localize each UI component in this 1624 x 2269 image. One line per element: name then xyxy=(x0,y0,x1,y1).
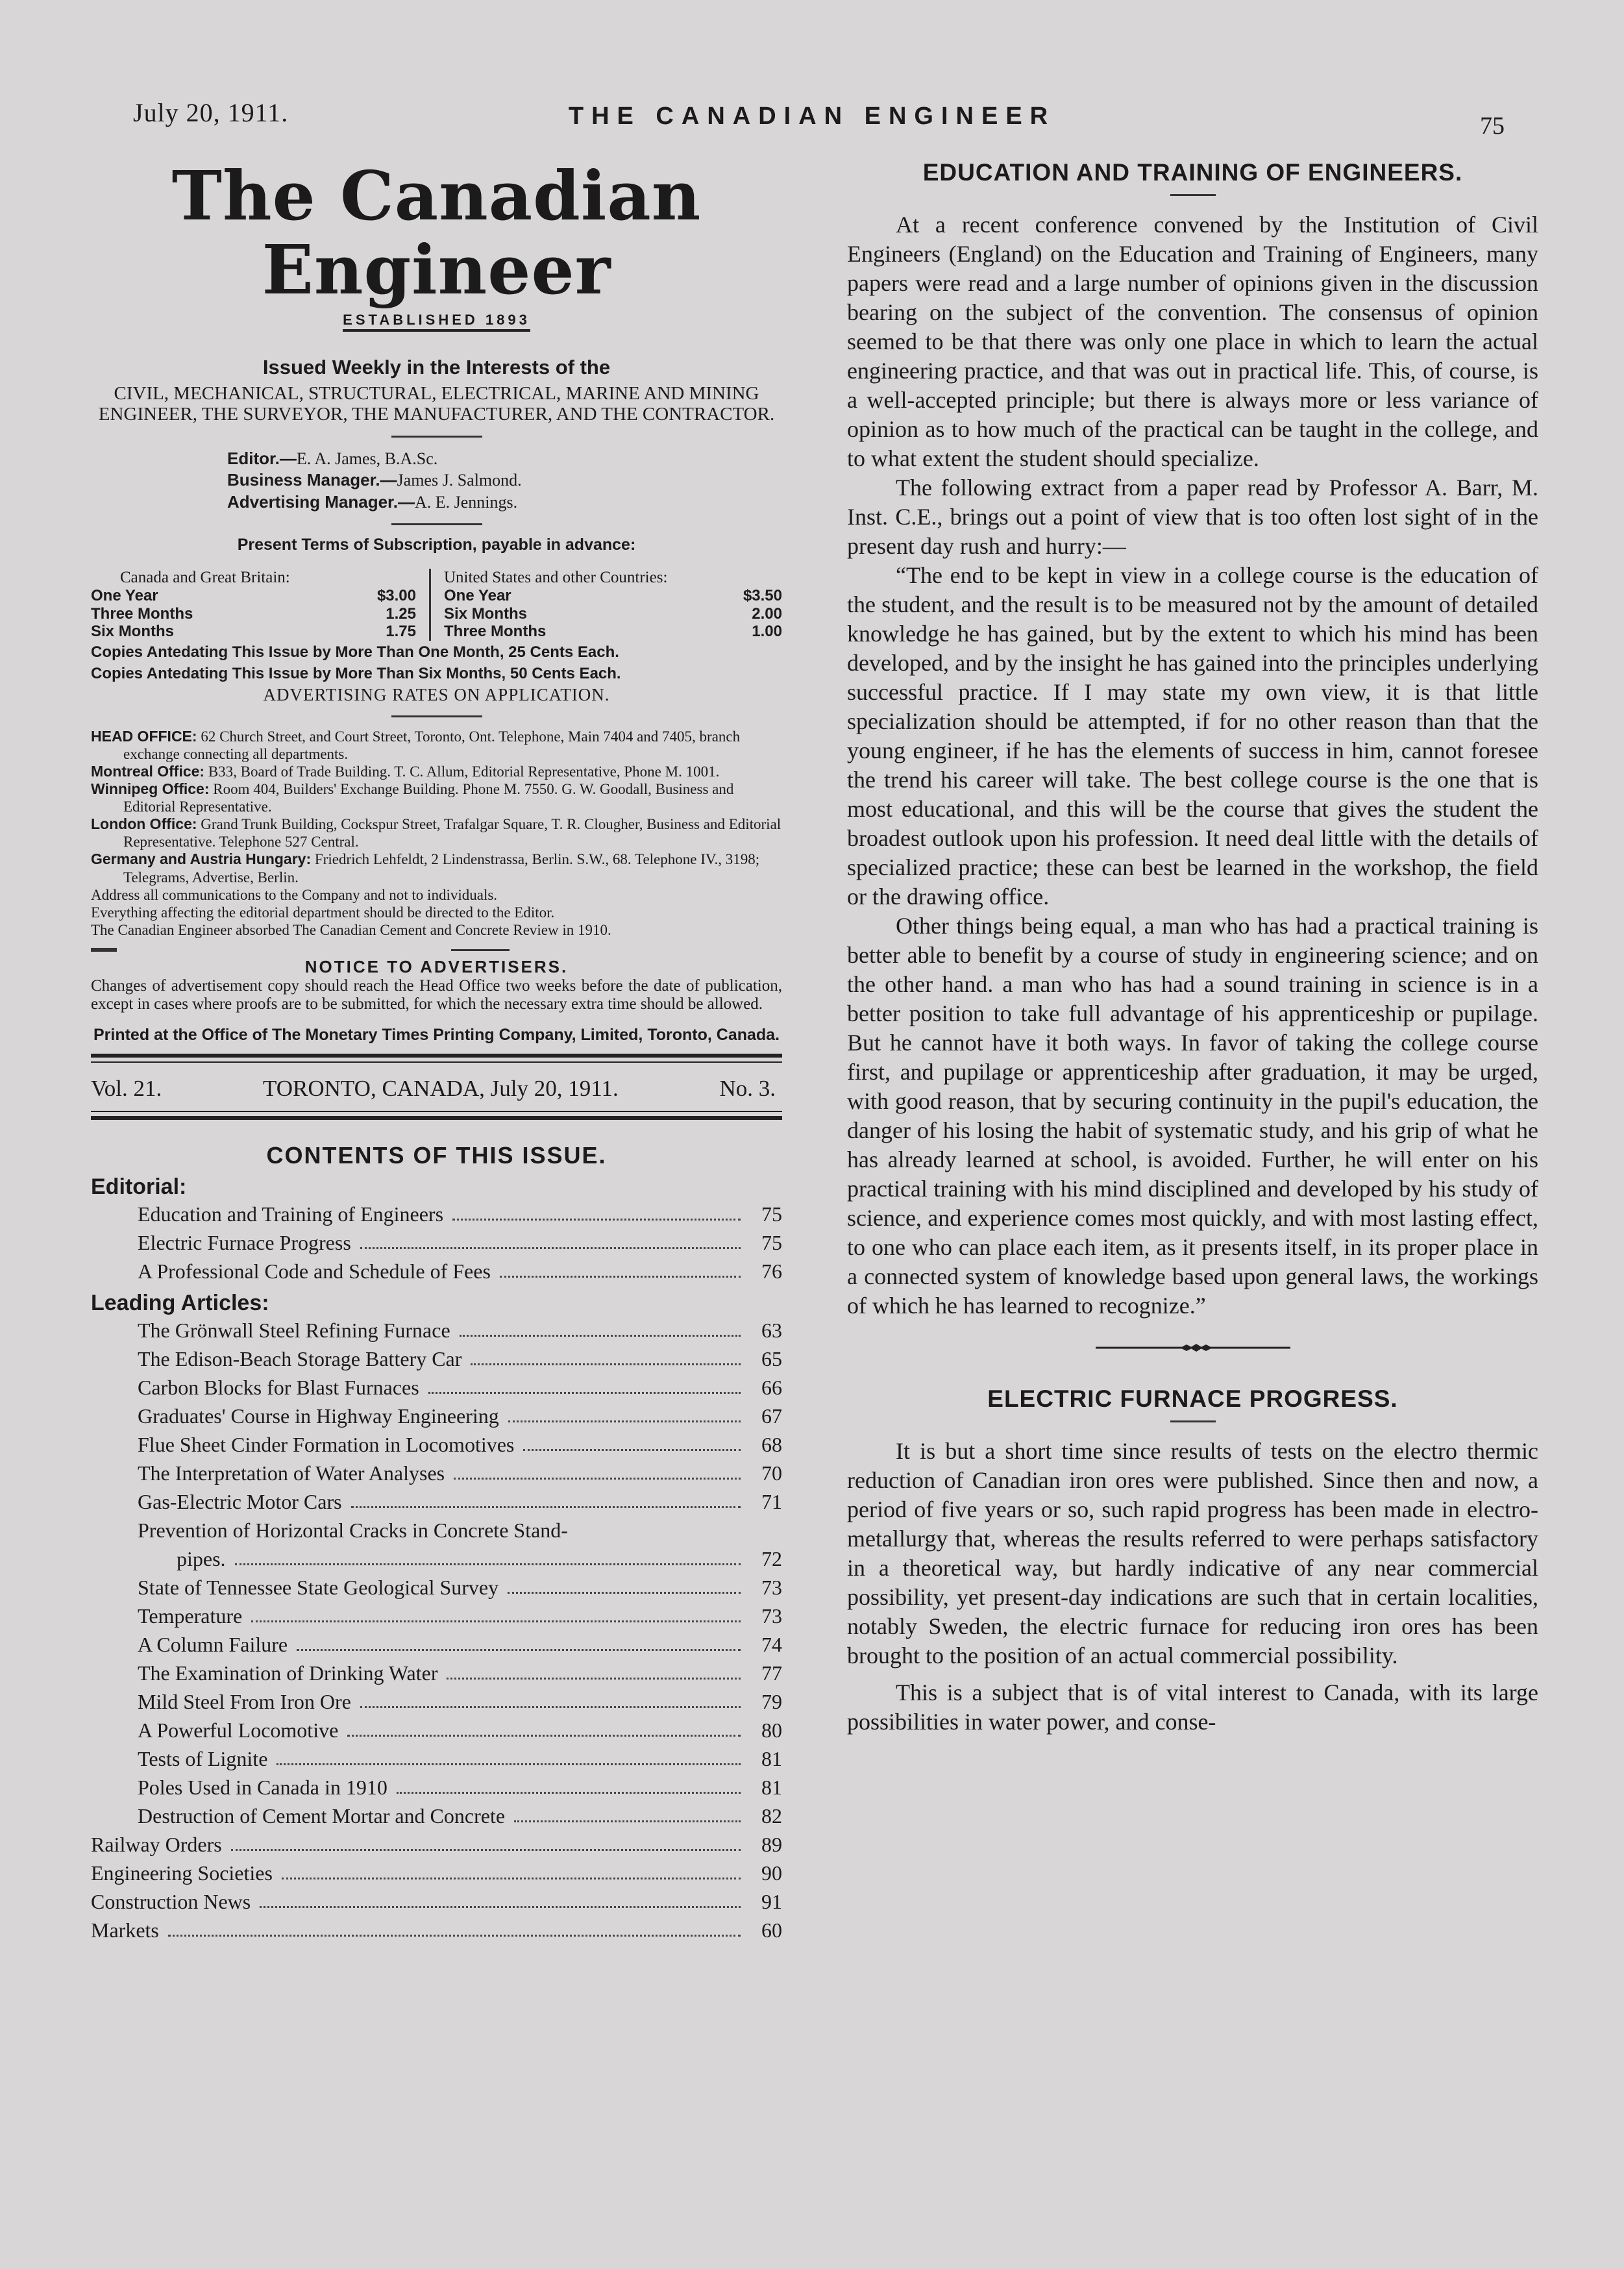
toc-entry-page: 72 xyxy=(761,1547,782,1571)
office-entry: London Office: Grand Trunk Building, Cockspur Street, Trafalgar Square, T. R. Clougher, Business and Editorial Representative. Telephone 527 Central. xyxy=(91,815,781,850)
place-date: TORONTO, CANADA, July 20, 1911. xyxy=(263,1076,619,1102)
toc-entry-title: Prevention of Horizontal Cracks in Concrete Stand- xyxy=(138,1519,568,1543)
paragraph: At a recent conference convened by the Institution of Civil Engineers (England) on the Education and Training of Engineers, many papers were read and a large number of opinions given in the discussion bearing on the subject of the convention. The consensus of opinion seemed to be that there was only one place in which to learn the actual engineering practice, and that was out in practical life. This, of course, is a well-accepted principle; but there is always more or less variance of opinion as to how much of the practical can be taught in the college, and to what extent the student should specialize. xyxy=(847,212,1538,471)
toc-editorial xyxy=(91,1200,782,1285)
ornament-divider xyxy=(847,1337,1538,1359)
toc-entry-page: 66 xyxy=(761,1376,782,1400)
subscription-left-header: Canada and Great Britain: xyxy=(120,569,290,587)
contents-heading: CONTENTS OF THIS ISSUE. xyxy=(266,1142,607,1169)
toc-entry xyxy=(91,1602,782,1630)
office-entry: The Canadian Engineer absorbed The Canadian Cement and Concrete Review in 1910. xyxy=(91,921,611,938)
toc-entry-title: The Examination of Drinking Water xyxy=(138,1661,438,1685)
ornament-icon xyxy=(1096,1341,1290,1354)
volume-line xyxy=(91,1076,776,1102)
office-entry: Everything affecting the editorial department should be directed to the Editor. xyxy=(91,904,555,921)
toc-leader xyxy=(447,1678,741,1680)
toc-entry-page: 71 xyxy=(761,1490,782,1514)
subscription-heading: Present Terms of Subscription, payable in advance: xyxy=(237,536,636,554)
toc-entry-title: Carbon Blocks for Blast Furnaces xyxy=(138,1376,419,1400)
divider xyxy=(451,949,510,951)
toc-leader xyxy=(235,1563,741,1565)
toc-entry-title: State of Tennessee State Geological Survey xyxy=(138,1576,499,1600)
toc-leader xyxy=(428,1392,741,1394)
copies-line: Copies Antedating This Issue by More Than One Month, 25 Cents Each. xyxy=(91,643,619,661)
toc-leader xyxy=(231,1849,741,1851)
toc-entry-title: The Interpretation of Water Analyses xyxy=(138,1461,445,1485)
toc-entry-page: 77 xyxy=(761,1661,782,1685)
toc-entry-page: 65 xyxy=(761,1347,782,1371)
toc-entry xyxy=(91,1573,782,1602)
toc-entry-title: The Edison-Beach Storage Battery Car xyxy=(138,1347,462,1371)
running-head xyxy=(0,97,1624,143)
toc-entry xyxy=(91,1859,782,1887)
running-head-journal: THE CANADIAN ENGINEER xyxy=(568,103,1056,130)
toc-entry-title: Education and Training of Engineers xyxy=(138,1202,444,1226)
toc-entry xyxy=(91,1402,782,1430)
toc-entry-title: Poles Used in Canada in 1910 xyxy=(138,1776,388,1800)
toc-leader xyxy=(514,1820,741,1822)
double-rule xyxy=(91,1111,782,1120)
toc-entry xyxy=(91,1659,782,1687)
printed-line: Printed at the Office of The Monetary Times Printing Company, Limited, Toronto, Canada. xyxy=(93,1026,780,1045)
toc-entry xyxy=(91,1345,782,1373)
toc-entry-page: 81 xyxy=(761,1747,782,1771)
right-column xyxy=(847,159,1538,1737)
toc-entry-page: 67 xyxy=(761,1404,782,1428)
article-body xyxy=(847,1437,1538,1737)
paragraph: Other things being equal, a man who has had a practical training is better able to benefit by a course of study in engineering science; and on the other hand. a man who has had a sound training in science is in a better position to take full advantage of his apprenticeship or pupilage. But he cannot have it both ways. In favor of taking the college course first, and pupilage or apprenticeship after graduation, it may be urged, with good reason, that by securing continuity in the pupil's education, the danger of his losing the habit of systematic study, and his grip of what he has already learned at school, is avoided. Further, he will enter on his practical training with his mind disciplined and developed by his study of science, and experience comes most quickly, and with most lasting effect, to one who can place each item, as it presents itself, in its proper place in a connected system of knowledge based upon general laws, the workings of which he has learned to recognize.” xyxy=(847,913,1538,1319)
toc-entry-page: 91 xyxy=(761,1890,782,1914)
toc-entry-page: 75 xyxy=(761,1231,782,1255)
toc-entry-title: pipes. xyxy=(177,1547,226,1571)
subscription-row: Three Months 1.00 xyxy=(444,623,782,641)
office-entry: HEAD OFFICE: 62 Church Street, and Court Street, Toronto, Ont. Telephone, Main 7404 and 7405, branch exchange connecting all departments. xyxy=(91,727,741,762)
toc-entry-title: A Column Failure xyxy=(138,1633,288,1657)
office-entry: Germany and Austria Hungary: Friedrich Lehfeldt, 2 Lindenstrassa, Berlin. S.W., 68. Telephone IV., 3198; Telegrams, Advertise, Berlin. xyxy=(91,850,760,886)
offices-list xyxy=(91,728,782,939)
toc-entry xyxy=(91,1459,782,1487)
toc-leader xyxy=(351,1506,741,1508)
divider xyxy=(1170,194,1216,196)
paragraph: The following extract from a paper read by Professor A. Barr, M. Inst. C.E., brings out a point of view that is too often lost sight of in the present day rush and hurry:— xyxy=(847,475,1538,559)
divider xyxy=(391,436,482,438)
toc-entry xyxy=(91,1687,782,1716)
subscription-right-header: United States and other Countries: xyxy=(444,569,668,587)
divider xyxy=(391,715,482,717)
toc-leader xyxy=(260,1906,741,1908)
subscription-row: Six Months 2.00 xyxy=(444,604,782,623)
toc-entry-page: 80 xyxy=(761,1718,782,1742)
toc-leader xyxy=(347,1735,741,1737)
toc-entry-page: 60 xyxy=(761,1918,782,1942)
toc-leader xyxy=(500,1276,741,1278)
toc-entry xyxy=(91,1887,782,1916)
leading-label: Leading Articles: xyxy=(91,1291,269,1316)
toc-entry-title: Engineering Societies xyxy=(91,1861,273,1885)
divider xyxy=(391,523,482,525)
subscription-row: Six Months 1.75 xyxy=(91,623,416,641)
toc-entry-title: Temperature xyxy=(138,1604,243,1628)
advertising-name: A. E. Jennings. xyxy=(414,492,518,512)
running-head-date: July 20, 1911. xyxy=(133,98,289,127)
advertising-label: Advertising Manager.— xyxy=(227,491,415,512)
toc-entry xyxy=(91,1544,782,1573)
copies-line: Copies Antedating This Issue by More Than Six Months, 50 Cents Each. xyxy=(91,664,621,682)
toc-other xyxy=(91,1830,782,1944)
toc-entry-page: 82 xyxy=(761,1804,782,1828)
toc-leader xyxy=(460,1335,741,1337)
toc-leader xyxy=(168,1935,741,1937)
toc-entry xyxy=(91,1373,782,1402)
subscription-table xyxy=(91,569,782,641)
toc-entry-title: Markets xyxy=(91,1918,159,1942)
toc-entry-page: 79 xyxy=(761,1690,782,1714)
toc-entry xyxy=(91,1744,782,1773)
interests-text: CIVIL, MECHANICAL, STRUCTURAL, ELECTRICAL, MARINE AND MINING ENGINEER, THE SURVEYOR, THE MANUFACTURER, AND THE CONTRACTOR. xyxy=(98,382,775,425)
business-name: James J. Salmond. xyxy=(397,471,522,490)
dash-ornament xyxy=(91,948,117,952)
toc-entry xyxy=(91,1916,782,1944)
toc-entry-title: A Professional Code and Schedule of Fees xyxy=(138,1259,491,1283)
toc-entry-page: 76 xyxy=(761,1259,782,1283)
masthead-title: The Canadian Engineer xyxy=(171,156,702,310)
double-rule xyxy=(91,1054,782,1063)
toc-leader xyxy=(251,1620,741,1622)
article-heading: EDUCATION AND TRAINING OF ENGINEERS. xyxy=(922,159,1463,186)
toc-entry-title: Tests of Lignite xyxy=(138,1747,268,1771)
office-entry: Montreal Office: B33, Board of Trade Building. T. C. Allum, Editorial Representative, Phone M. 1001. xyxy=(91,762,720,780)
divider xyxy=(1170,1420,1216,1422)
toc-entry-title: A Powerful Locomotive xyxy=(138,1718,339,1742)
toc-leader xyxy=(282,1878,741,1879)
toc-entry xyxy=(91,1773,782,1802)
toc-entry xyxy=(91,1430,782,1459)
business-label: Business Manager.— xyxy=(227,470,397,490)
paragraph: This is a subject that is of vital interest to Canada, with its large possibilities in water power, and conse- xyxy=(847,1680,1538,1735)
toc-entry-title: Electric Furnace Progress xyxy=(138,1231,351,1255)
toc-entry xyxy=(91,1802,782,1830)
volume-number: Vol. 21. xyxy=(91,1076,162,1102)
office-entry: Winnipeg Office: Room 404, Builders' Exchange Building. Phone M. 7550. G. W. Goodall, Business and Editorial Representative. xyxy=(91,780,734,815)
toc-leader xyxy=(397,1792,741,1794)
toc-leader xyxy=(360,1247,741,1249)
paragraph: It is but a short time since results of tests on the electro thermic reduction of Canadian iron ores were published. Since then and now, a period of five years or so, such rapid progress has been made in electro-metallurgy that, whereas the results referred to were perhaps satisfactory in a theoretical way, but hardly indicative of any near commercial possibility, yet present-day indications are such that in certain localities, notably Sweden, the electric furnace for reducing iron ores has been brought to the position of an actual commercial possibility. xyxy=(847,1438,1538,1668)
toc-leader xyxy=(523,1449,741,1451)
toc-entry-page: 73 xyxy=(761,1604,782,1628)
toc-entry xyxy=(91,1316,782,1345)
office-entry: Address all communications to the Company and not to individuals. xyxy=(91,886,498,903)
toc-entry xyxy=(91,1200,782,1228)
toc-entry-title: Gas-Electric Motor Cars xyxy=(138,1490,342,1514)
toc-entry xyxy=(91,1257,782,1285)
issue-number: No. 3. xyxy=(719,1076,776,1102)
toc-leader xyxy=(277,1763,741,1765)
article-heading: ELECTRIC FURNACE PROGRESS. xyxy=(987,1385,1398,1412)
toc-leader xyxy=(452,1219,741,1221)
toc-entry-title: Mild Steel From Iron Ore xyxy=(138,1690,351,1714)
toc-entry xyxy=(91,1487,782,1516)
toc-leader xyxy=(471,1363,741,1365)
toc-entry xyxy=(91,1630,782,1659)
toc-leader xyxy=(360,1706,741,1708)
article-body xyxy=(847,210,1538,1320)
left-column xyxy=(91,156,782,1944)
advertising-rates: ADVERTISING RATES ON APPLICATION. xyxy=(263,684,610,704)
toc-entry xyxy=(91,1716,782,1744)
toc-leader xyxy=(454,1478,741,1480)
page-number: 75 xyxy=(1480,112,1505,140)
toc-leader xyxy=(508,1592,741,1594)
toc-entry-page: 70 xyxy=(761,1461,782,1485)
toc-entry-title: Destruction of Cement Mortar and Concrete xyxy=(138,1804,506,1828)
toc-entry-title: Railway Orders xyxy=(91,1833,222,1857)
toc-entry-page: 63 xyxy=(761,1319,782,1343)
subscription-row: One Year $3.00 xyxy=(91,587,416,605)
toc-entry-page: 74 xyxy=(761,1633,782,1657)
toc-entry-page: 73 xyxy=(761,1576,782,1600)
subscription-row: One Year $3.50 xyxy=(444,587,782,605)
toc-entry-page: 81 xyxy=(761,1776,782,1800)
notice-heading: NOTICE TO ADVERTISERS. xyxy=(304,957,569,977)
toc-entry-title: The Grönwall Steel Refining Furnace xyxy=(138,1319,450,1343)
established-line: ESTABLISHED 1893 xyxy=(343,312,530,332)
subscription-row: Three Months 1.25 xyxy=(91,604,416,623)
staff-list xyxy=(227,448,782,514)
toc-leading xyxy=(91,1316,782,1830)
toc-leader xyxy=(508,1420,741,1422)
toc-entry-page: 68 xyxy=(761,1433,782,1457)
toc-entry xyxy=(91,1516,782,1544)
toc-leader xyxy=(297,1649,741,1651)
toc-entry-title: Flue Sheet Cinder Formation in Locomotives xyxy=(138,1433,515,1457)
toc-entry-page: 75 xyxy=(761,1202,782,1226)
paragraph: “The end to be kept in view in a college course is the education of the student, and the result is to be measured not by the amount of detailed knowledge he has gained, but by the extent to which his mind has been developed, and by the insight he has gained into the principles underlying successful practice. If I may state my own view, it is that little specialization should be attempted, if for no other reason than that the young engineer, if he has the elements of success in him, cannot foresee the trend his career will take. The best college course is the one that is most educational, and this will be the course that gives the student the broadest outlook upon his profession. It need deal little with the details of specialized practice; these can best be learned in the workshop, the field or the drawing office. xyxy=(847,562,1538,910)
issued-line: Issued Weekly in the Interests of the xyxy=(262,355,611,378)
toc-entry xyxy=(91,1228,782,1257)
editor-name: E. A. James, B.A.Sc. xyxy=(296,449,438,468)
notice-text: Changes of advertisement copy should reach the Head Office two weeks before the date of publication, except in cases where proofs are to be submitted, for which the necessary extra time should be allowed. xyxy=(91,977,782,1013)
editor-label: Editor.— xyxy=(227,448,297,468)
editorial-label: Editorial: xyxy=(91,1174,187,1200)
toc-entry-page: 90 xyxy=(761,1861,782,1885)
toc-entry-page: 89 xyxy=(761,1833,782,1857)
toc-entry xyxy=(91,1830,782,1859)
toc-entry-title: Construction News xyxy=(91,1890,251,1914)
toc-entry-title: Graduates' Course in Highway Engineering xyxy=(138,1404,499,1428)
